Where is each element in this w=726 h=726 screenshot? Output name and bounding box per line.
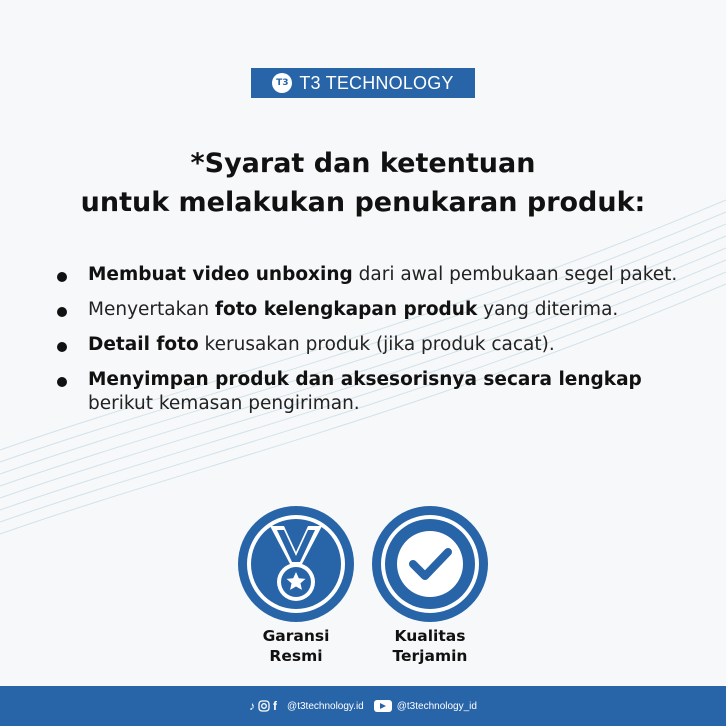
term-text: kerusakan produk (jika produk cacat). (198, 334, 555, 355)
list-item (55, 368, 685, 416)
tiktok-icon[interactable]: ♪ (249, 699, 256, 713)
term-text: berikut kemasan pengiriman. (88, 393, 360, 414)
list-item (55, 333, 685, 357)
term-lead: Menyertakan (88, 299, 215, 320)
medal-icon (234, 502, 358, 626)
instagram-icon[interactable] (258, 700, 270, 712)
footer-bar (0, 686, 726, 726)
bullet-icon (57, 377, 67, 387)
title-line-1: *Syarat dan ketentuan (190, 148, 536, 179)
bullet-icon (57, 272, 67, 282)
term-bold: Detail foto (88, 334, 199, 355)
badge-label-garansi: Garansi Resmi (262, 627, 330, 665)
brand-logo (251, 68, 475, 98)
t3-logo-icon: T3 (272, 73, 292, 93)
title-line-2: untuk melakukan penukaran produk: (80, 187, 646, 218)
list-item (55, 263, 685, 287)
youtube-handle[interactable]: @t3technology_id (396, 700, 477, 712)
page-title (0, 144, 726, 222)
social-icons (249, 699, 277, 713)
brand-name: T3 TECHNOLOGY (299, 72, 454, 93)
terms-list (55, 263, 685, 427)
term-text: dari awal pembukaan segel paket. (352, 264, 678, 285)
term-text: yang diterima. (477, 299, 619, 320)
youtube-icon[interactable] (374, 700, 392, 712)
bullet-icon (57, 342, 67, 352)
badge-label-kualitas: Kualitas Terjamin (392, 627, 468, 665)
social-handle[interactable]: @t3technology.id (287, 700, 364, 712)
term-bold: Membuat video unboxing (88, 264, 353, 285)
checkmark-icon (368, 502, 492, 626)
term-bold: Menyimpan produk dan aksesorisnya secara lengkap (88, 369, 642, 390)
term-bold: foto kelengkapan produk (214, 299, 478, 320)
facebook-icon[interactable]: f (273, 699, 278, 713)
bullet-icon (57, 307, 67, 317)
list-item (55, 298, 685, 322)
